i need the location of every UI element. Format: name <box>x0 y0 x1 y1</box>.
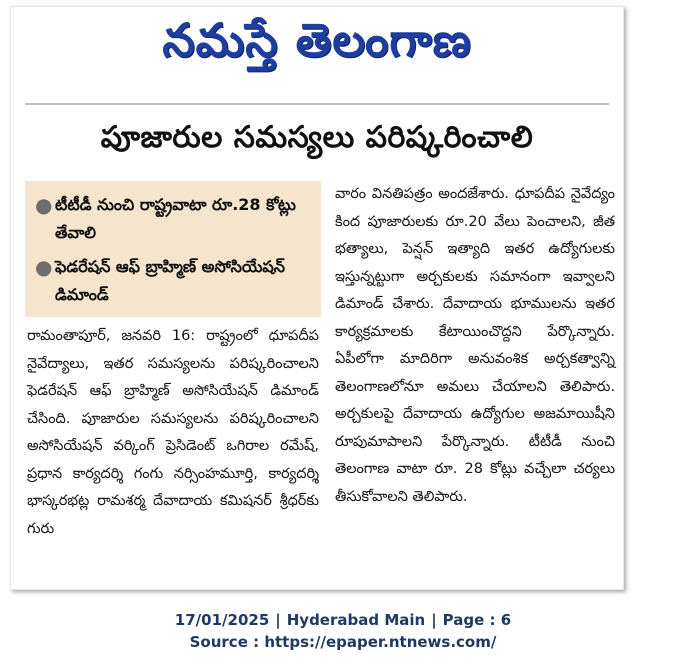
divider <box>25 103 609 105</box>
footer-page: Page : 6 <box>442 611 512 629</box>
article-headline: పూజారుల సమస్యలు పరిష్కరించాలి <box>100 120 534 155</box>
footer-date: 17/01/2025 <box>174 611 270 629</box>
highlight-text: ఫెడరేషన్ ఆఫ్ బ్రాహ్మిణ్ అసోసియేషన్ డిమాండ్ <box>55 257 286 304</box>
footer-separator: | <box>431 611 437 629</box>
right-column <box>333 181 617 511</box>
bullet-icon: ● <box>35 193 53 217</box>
article-body-right: వారం వినతిపత్రం అందజేశారు. ధూపదీప నైవేద్యం కింద పూజారులకు రూ.20 వేలు పెంచాలని, జీత భత్యాలు, పెన్షన్ ఇత్యాది ఇతర ఉద్యోగులకు ఇస్తున్నట్టుగా అర్చకులకు సమానంగా ఇవ్వాలని డిమాండ్ చేశారు. దేవాదాయ భూములను ఇతర కార్యక్రమాలకు కేటాయించొద్దని పేర్కొన్నారు. ఏపీలోగా మాదిరిగా అనువంశిక అర్చకత్వాన్ని తెలంగాణలోనూ అమలు చేయాలని తెలిపారు. అర్చకులపై దేవాదాయ ఉద్యోగుల అజమాయిషీని రూపుమాపాలని పేర్కొన్నారు. టీటీడీ నుంచి తెలంగాణ వాటా రూ. 28 కోట్లు వచ్చేలా చర్యలు తీసుకోవాలని తెలిపారు. <box>335 186 615 505</box>
footer-source[interactable]: Source : https://epaper.ntnews.com/ <box>189 633 497 651</box>
footer-edition: Hyderabad Main <box>286 611 426 629</box>
article-body-left: రామంతాపూర్, జనవరి 16: రాష్ట్రంలో ధూపదీప నైవేద్యాలు, ఇతర సమస్యలను పరిష్కరించాలని ఫెడరేషన్ ఆఫ్ బ్రాహ్మిణ్ అసోసియేషన్ డిమాండ్ చేసింది. పూజారుల సమస్యలను పరిష్కరించాలని అసోసియేషన్ వర్కింగ్ ప్రెసిడెంట్ ఒగిరాల రమేష్, ప్రధాన కార్యదర్శి గంగు నర్సింహమూర్తి, కార్యదర్శి భాస్కరభట్ల రామశర్మ దేవాదాయ కమిషనర్ శ్రీధర్‌కు గురు <box>27 328 319 537</box>
left-column <box>25 181 321 543</box>
newspaper-clipping <box>10 6 624 590</box>
footer-info <box>0 611 686 629</box>
masthead-title: నమస్తే తెలంగాణ <box>162 13 472 67</box>
footer-separator: | <box>275 611 281 629</box>
bullet-icon: ● <box>35 255 53 279</box>
highlight-text: టీటీడీ నుంచి రాష్ట్రవాటా రూ.28 కోట్లు తేవాలి <box>55 195 296 242</box>
highlight-item <box>35 191 313 247</box>
highlight-box <box>25 181 321 317</box>
masthead <box>11 7 623 85</box>
highlight-item <box>35 253 313 309</box>
